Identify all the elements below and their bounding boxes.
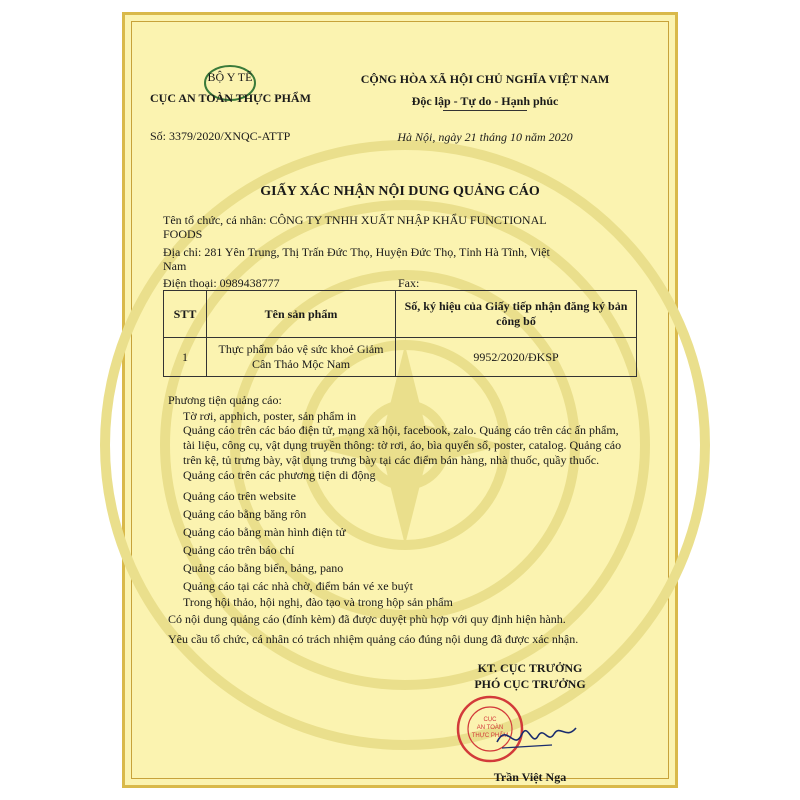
signature-subtitle: PHÓ CỤC TRƯỞNG [474, 677, 586, 691]
media-item: Tờ rơi, apphich, poster, sản phẩm in [183, 409, 357, 423]
row-stt: 1 [164, 338, 207, 377]
media-item: Quảng cáo bằng băng rôn [183, 507, 307, 521]
media-item: Quảng cáo trên website [183, 489, 296, 503]
applicant-fax: Fax: [398, 276, 420, 290]
issue-date: Hà Nội, ngày 21 tháng 10 năm 2020 [397, 130, 573, 144]
applicant-address: Địa chỉ: 281 Yên Trung, Thị Trấn Đức Thọ, Huyện Đức Thọ, Tỉnh Hà Tĩnh, Việt [163, 245, 550, 259]
document-number: Số: 3379/2020/XNQC-ATTP [150, 129, 291, 143]
ministry-name: BỘ Y TẾ [207, 70, 253, 84]
applicant-address-cont: Nam [163, 259, 187, 273]
signer-name: Trần Việt Nga [493, 770, 567, 784]
header-registration: Số, ký hiệu của Giấy tiếp nhận đăng ký bản công bố [396, 291, 637, 338]
media-item: Quảng cáo trên các báo điện tử, mạng xã hội, facebook, zalo. Quảng cáo trên các ấn phẩm, tài liệu, công cụ, vật dụng truyền thông: tờ rơi, áo, bìa quyển sổ, poster, catalog. Quảng cáo trên kệ, tủ trưng bày, vật dụng trưng bày tại các điểm bán hàng, nhà thuốc, quầy thuốc. Quảng cáo trên các phương tiện di động [183, 423, 622, 482]
row-registration: 9952/2020/ĐKSP [396, 338, 637, 377]
header-product: Tên sản phẩm [207, 291, 396, 338]
applicant-name: Tên tổ chức, cá nhân: CÔNG TY TNHH XUẤT NHẬP KHẨU FUNCTIONAL [163, 213, 547, 227]
svg-text:CỤC: CỤC [483, 717, 497, 723]
ministry-block [150, 70, 310, 85]
agency-name: CỤC AN TOÀN THỰC PHẨM [150, 91, 311, 105]
applicant-phone: Điện thoại: 0989438777 [163, 276, 280, 290]
table-header-row [164, 291, 637, 338]
approval-statement: Có nội dung quảng cáo (đính kèm) đã được duyệt phù hợp với quy định hiện hành. [168, 612, 566, 626]
responsibility-statement: Yêu cầu tổ chức, cá nhân có trách nhiệm quảng cáo đúng nội dung đã được xác nhận. [168, 632, 579, 646]
svg-text:THỰC PHẨM: THỰC PHẨM [471, 733, 509, 739]
media-item: Trong hội thảo, hội nghị, đào tạo và trong hộp sản phẩm [183, 595, 453, 609]
country-name: CỘNG HÒA XÃ HỘI CHỦ NGHĨA VIỆT NAM [360, 72, 610, 86]
document-title: GIẤY XÁC NHẬN NỘI DUNG QUẢNG CÁO [260, 184, 540, 199]
media-heading: Phương tiện quảng cáo: [168, 393, 282, 407]
svg-text:AN TOÀN: AN TOÀN [476, 725, 504, 731]
table-row [164, 338, 637, 377]
handwritten-signature [492, 712, 582, 757]
applicant-name-cont: FOODS [163, 227, 203, 241]
row-product: Thực phẩm bảo vệ sức khoẻ Giảm Cân Thảo Mộc Nam [207, 338, 396, 377]
motto-underline [443, 110, 527, 111]
media-item: Quảng cáo trên báo chí [183, 543, 295, 557]
national-motto: Độc lập - Tự do - Hạnh phúc [411, 94, 559, 108]
media-item: Quảng cáo bằng biển, bảng, pano [183, 561, 344, 575]
signature-title: KT. CỤC TRƯỞNG [477, 661, 583, 675]
media-item: Quảng cáo tại các nhà chờ, điểm bán vé xe buýt [183, 579, 413, 593]
media-item: Quảng cáo bằng màn hình điện tử [183, 525, 346, 539]
header-stt: STT [164, 291, 207, 338]
product-table [163, 290, 637, 377]
